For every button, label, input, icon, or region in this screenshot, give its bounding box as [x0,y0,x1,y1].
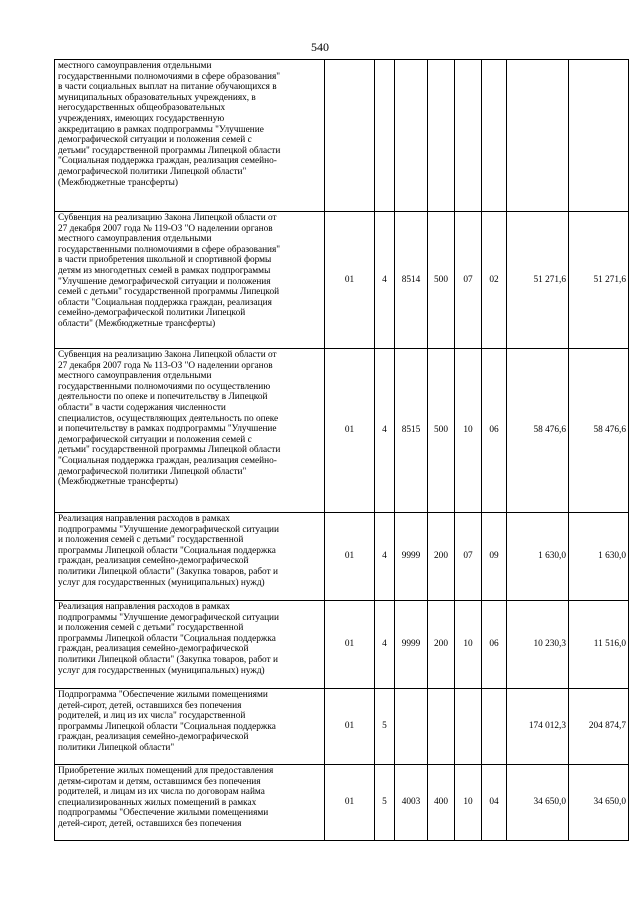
code-cell [325,60,375,212]
code-cell: 06 [482,601,507,689]
amount-cell [569,60,629,212]
code-cell: 06 [482,349,507,513]
code-cell: 5 [375,765,395,841]
code-cell [428,60,455,212]
amount-cell: 11 516,0 [569,601,629,689]
code-cell: 4 [375,349,395,513]
code-cell: 8514 [395,212,428,349]
code-cell: 4 [375,513,395,601]
amount-cell: 58 476,6 [569,349,629,513]
code-cell: 200 [428,513,455,601]
code-cell: 9999 [395,513,428,601]
row-description: Субвенция на реализацию Закона Липецкой области от 27 декабря 2007 года № 113-ОЗ "О наделении органов местного самоуправления отдельными государственными полномочиями по осуществлению деятельности по опеке и попечительству в Липецкой области" в части содержания численности специалистов, осуществляющих деятельность по опеке и попечительству в рамках подпрограммы "Улучшение демографической ситуации и положения семей с детьми" государственной программы Липецкой области "Социальная поддержка граждан, реализация семейно- демографической политики Липецкой области" (Межбюджетные трансферты) [55,349,325,513]
code-cell [455,60,482,212]
code-cell [375,60,395,212]
table-row [55,513,629,601]
amount-cell: 1 630,0 [507,513,569,601]
amount-cell: 204 874,7 [569,689,629,765]
row-description: местного самоуправления отдельными государственными полномочиями в сфере образования" в части социальных выплат на питание обучающихся в муниципальных образовательных учреждениях, в негосударственных общеобразовательных учреждениях, имеющих государственную аккредитацию в рамках подпрограммы "Улучшение демографической ситуации и положения семей с детьми" государственной программы Липецкой области "Социальная поддержка граждан, реализация семейно- демографической политики Липецкой области" (Межбюджетные трансферты) [55,60,325,212]
code-cell [482,60,507,212]
code-cell: 07 [455,212,482,349]
code-cell [395,60,428,212]
row-description: Реализация направления расходов в рамках подпрограммы "Улучшение демографической ситуации и положения семей с детьми" государственной программы Липецкой области "Социальная поддержка граждан, реализация семейно-демографической политики Липецкой области" (Закупка товаров, работ и услуг для государственных (муниципальных) нужд) [55,601,325,689]
table-row [55,349,629,513]
amount-cell: 34 650,0 [507,765,569,841]
amount-cell: 1 630,0 [569,513,629,601]
code-cell: 09 [482,513,507,601]
amount-cell: 10 230,3 [507,601,569,689]
code-cell: 01 [325,689,375,765]
table-row [55,765,629,841]
code-cell: 02 [482,212,507,349]
code-cell: 01 [325,765,375,841]
table-row [55,689,629,765]
table-row [55,601,629,689]
code-cell: 4 [375,212,395,349]
code-cell: 9999 [395,601,428,689]
amount-cell: 58 476,6 [507,349,569,513]
page-number: 540 [311,40,329,54]
row-description: Подпрограмма "Обеспечение жилыми помещениями детей-сирот, детей, оставшихся без попечения родителей, и лиц из их числа" государственной программы Липецкой области "Социальная поддержка граждан, реализация семейно-демографической политики Липецкой области" [55,689,325,765]
code-cell: 200 [428,601,455,689]
code-cell: 01 [325,601,375,689]
code-cell: 500 [428,212,455,349]
code-cell: 01 [325,349,375,513]
amount-cell: 34 650,0 [569,765,629,841]
amount-cell: 51 271,6 [569,212,629,349]
code-cell: 500 [428,349,455,513]
amount-cell [507,60,569,212]
code-cell: 04 [482,765,507,841]
code-cell: 400 [428,765,455,841]
code-cell: 10 [455,765,482,841]
row-description: Приобретение жилых помещений для предоставления детям-сиротам и детям, оставшимся без попечения родителей, и лицам из их числа по договорам найма специализированных жилых помещений в рамках подпрограммы "Обеспечение жилыми помещениями детей-сирот, детей, оставшихся без попечения [55,765,325,841]
code-cell: 01 [325,212,375,349]
code-cell: 10 [455,349,482,513]
code-cell [455,689,482,765]
amount-cell: 51 271,6 [507,212,569,349]
code-cell [395,689,428,765]
budget-table [54,59,629,841]
code-cell: 4 [375,601,395,689]
table-row [55,60,629,212]
code-cell: 4003 [395,765,428,841]
table-row [55,212,629,349]
row-description: Реализация направления расходов в рамках подпрограммы "Улучшение демографической ситуации и положения семей с детьми" государственной программы Липецкой области "Социальная поддержка граждан, реализация семейно-демографической политики Липецкой области" (Закупка товаров, работ и услуг для государственных (муниципальных) нужд) [55,513,325,601]
code-cell: 8515 [395,349,428,513]
row-description: Субвенция на реализацию Закона Липецкой области от 27 декабря 2007 года № 119-ОЗ "О наделении органов местного самоуправления отдельными государственными полномочиями в сфере образования" в части приобретения школьной и спортивной формы детям из многодетных семей в рамках подпрограммы "Улучшение демографической ситуации и положения семей с детьми" государственной программы Липецкой области "Социальная поддержка граждан, реализация семейно-демографической политики Липецкой области" (Межбюджетные трансферты) [55,212,325,349]
amount-cell: 174 012,3 [507,689,569,765]
code-cell: 07 [455,513,482,601]
code-cell: 10 [455,601,482,689]
code-cell [428,689,455,765]
code-cell: 5 [375,689,395,765]
code-cell [482,689,507,765]
code-cell: 01 [325,513,375,601]
